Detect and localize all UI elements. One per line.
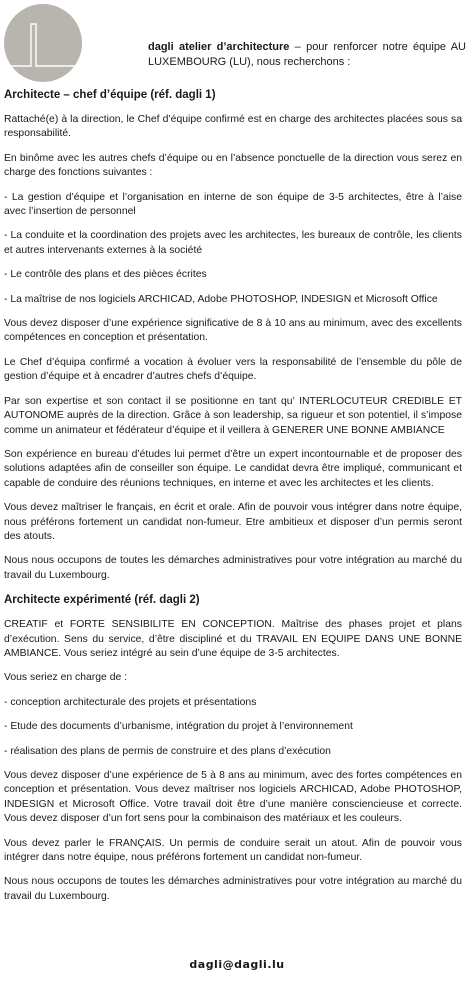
paragraph: Vous devez maîtriser le français, en écrit et orale. Afin de pouvoir vous intégrer dans notre équipe, nous préférons fortement un candidat non-fumeur. Etre ambitieux et disposer d’un permis seront des atouts.: [4, 502, 462, 542]
paragraph: Son expérience en bureau d’études lui permet d’être un expert incontournable et de proposer des solutions adaptées afin de conseiller son équipe. Le candidat devra être impliqué, communicant et capable de conduire des réunions techniques, en interne et avec les architectes et les clients.: [4, 448, 462, 489]
paragraph: CREATIF et FORTE SENSIBILITE EN CONCEPTION. Maîtrise des phases projet et plans d’exécution. Sens du service, d’être discipliné et du TRAVAIL EN EQUIPE DANS UNE BONNE AMBIANCE. Vous seriez intégré au sein d’une équipe de 3-5 architectes.: [4, 619, 462, 659]
paragraph: Vous devez disposer d’une expérience de 5 à 8 ans au minimum, avec des fortes compétences en conception et présentation. Vous devez maîtriser nos logiciels ARCHICAD, Adobe PHOTOSHOP, INDESIGN et Microsoft Office. Votre travail doit être d’une manière consciencieuse et correcte. Vous devez disposer d’un fort sens pour la combinaison des matériaux et les couleurs.: [4, 770, 462, 825]
list-item: - Etude des documents d’urbanisme, intégration du projet à l’environnement: [4, 721, 353, 733]
intro-text: – pour renforcer notre équipe AU LUXEMBOURG (LU), nous recherchons :: [148, 41, 467, 68]
company-name: dagli atelier d’architecture: [148, 41, 290, 53]
paragraph: Vous devez disposer d’une expérience significative de 8 à 10 ans au minimum, avec des excellents compétences en conception et présentation.: [4, 318, 462, 344]
logo-mark-icon: [4, 4, 82, 82]
company-logo: [4, 4, 82, 82]
list-item: - La conduite et la coordination des projets avec les architectes, les bureaux de contrôle, les clients et autres intervenants externes à la société: [4, 230, 462, 256]
job-section-2: [4, 593, 462, 904]
job-postings: [4, 88, 462, 914]
paragraph: Vous devez parler le FRANÇAIS. Un permis de conduire serait un atout. Afin de pouvoir vous intégrer dans notre équipe, nous préférons fortement un candidat non-fumeur.: [4, 837, 462, 864]
paragraph: Rattaché(e) à la direction, le Chef d’équipe confirmé est en charge des architectes placées sous sa responsabilité.: [4, 114, 462, 140]
contact-email[interactable]: dagli@dagli.lu: [189, 958, 285, 971]
job-section-1: [4, 88, 462, 583]
section-title: Architecte – chef d’équipe (réf. dagli 1): [4, 89, 216, 101]
paragraph: En binôme avec les autres chefs d’équipe ou en l’absence ponctuelle de la direction vous serez en charge des fonctions suivantes :: [4, 152, 462, 179]
list-item: - La gestion d’équipe et l’organisation en interne de son équipe de 3-5 architectes, être à l’aise avec l’insertion de personnel: [4, 191, 462, 218]
paragraph: Vous seriez en charge de :: [4, 672, 128, 684]
list-item: - conception architecturale des projets et présentations: [4, 696, 257, 708]
paragraph: Nous nous occupons de toutes les démarches administratives pour votre intégration au marché du travail du Luxembourg.: [4, 555, 462, 581]
paragraph: Nous nous occupons de toutes les démarches administratives pour votre intégration au marché du travail du Luxembourg.: [4, 876, 462, 902]
paragraph: Le Chef d’équipa confirmé a vocation à évoluer vers la responsabilité de l’ensemble du pôle de gestion d’équipe et à encadrer d’autres chefs d’équipe.: [4, 356, 462, 383]
list-item: - réalisation des plans de permis de construire et des plans d’exécution: [4, 745, 331, 757]
intro-header: [148, 40, 466, 70]
section-title: Architecte expérimenté (réf. dagli 2): [4, 594, 200, 607]
list-item: - La maîtrise de nos logiciels ARCHICAD, Adobe PHOTOSHOP, INDESIGN et Microsoft Office: [4, 293, 438, 305]
paragraph: Par son expertise et son contact il se positionne en tant qu’ INTERLOCUTEUR CREDIBLE ET AUTONOME auprès de la direction. Grâce à son leadership, sa rigueur et son potentiel, il s’impose comme un animateur et fédérateur d’équipe et il veillera à GENERER UNE BONNE AMBIANCE: [4, 395, 462, 436]
list-item: - Le contrôle des plans et des pièces écrites: [4, 269, 207, 281]
